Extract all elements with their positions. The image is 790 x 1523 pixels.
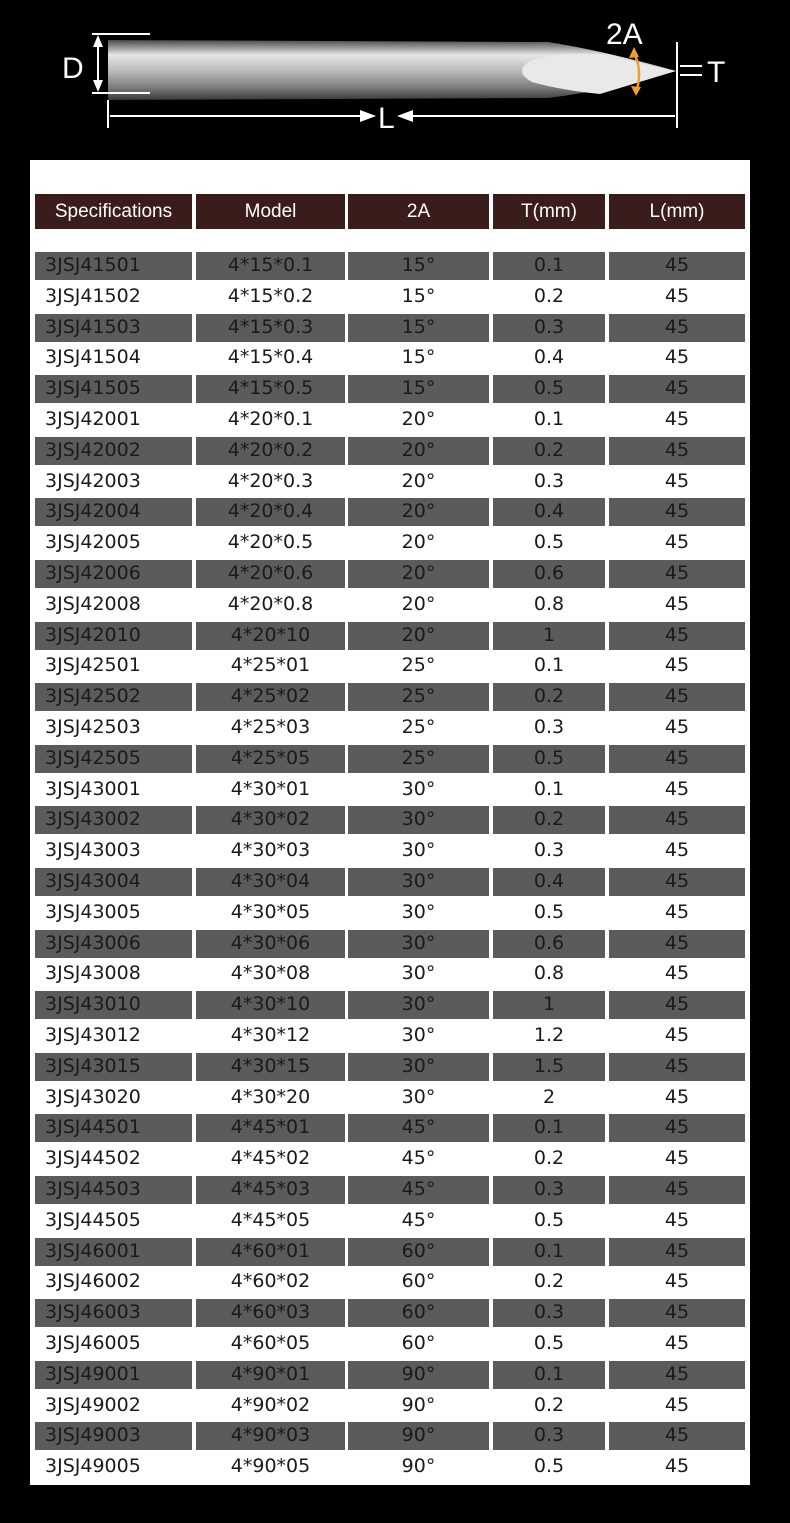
cell-t: 0.2 (533, 1270, 565, 1292)
cell-specifications: 3JSJ42008 (45, 593, 141, 615)
cell-angle: 20° (348, 498, 489, 526)
cell-t: 0.3 (493, 314, 605, 342)
cell-specifications: 3JSJ41504 (45, 346, 141, 368)
cell-model: 4*30*12 (230, 1024, 311, 1046)
cell-model: 4*20*10 (196, 622, 345, 650)
l-arrow-right-icon (360, 110, 376, 122)
cell-angle: 60° (401, 1332, 436, 1354)
cell-t: 0.1 (493, 1361, 605, 1389)
header-model: Model (196, 194, 345, 229)
cell-angle: 20° (401, 593, 436, 615)
cell-model: 4*60*01 (196, 1238, 345, 1266)
cell-t: 0.5 (533, 1332, 565, 1354)
cell-l: 45 (664, 716, 690, 738)
cell-angle: 90° (401, 1394, 436, 1416)
cell-angle: 25° (401, 716, 436, 738)
cell-t: 0.2 (493, 437, 605, 465)
cell-l: 45 (664, 346, 690, 368)
cell-angle: 30° (401, 839, 436, 861)
cell-specifications: 3JSJ41501 (35, 252, 192, 280)
cell-t: 0.6 (493, 930, 605, 958)
cell-model: 4*90*01 (196, 1361, 345, 1389)
cell-l: 45 (609, 1422, 745, 1450)
cell-model: 4*25*03 (230, 716, 311, 738)
cell-t: 0.3 (493, 1176, 605, 1204)
cell-specifications: 3JSJ42001 (45, 408, 141, 430)
cell-angle: 30° (401, 1024, 436, 1046)
cell-l: 45 (609, 1299, 745, 1327)
cell-angle: 25° (348, 683, 489, 711)
cell-angle: 20° (348, 437, 489, 465)
cell-l: 45 (664, 1455, 690, 1477)
cell-l: 45 (664, 778, 690, 800)
cell-specifications: 3JSJ43004 (35, 868, 192, 896)
cell-specifications: 3JSJ43015 (35, 1053, 192, 1081)
cell-l: 45 (609, 622, 745, 650)
cell-specifications: 3JSJ46002 (45, 1270, 141, 1292)
cell-model: 4*20*0.8 (227, 593, 314, 615)
cell-angle: 15° (348, 252, 489, 280)
cell-angle: 25° (348, 745, 489, 773)
cell-angle: 30° (401, 962, 436, 984)
cell-model: 4*45*03 (196, 1176, 345, 1204)
cell-l: 45 (664, 1024, 690, 1046)
cell-t: 0.4 (533, 346, 565, 368)
cell-l: 45 (609, 683, 745, 711)
d-arrow-up-icon (93, 35, 103, 47)
header-angle: 2A (348, 194, 489, 229)
cell-t: 0.2 (493, 806, 605, 834)
cell-model: 4*30*04 (196, 868, 345, 896)
cell-specifications: 3JSJ43003 (45, 839, 141, 861)
cell-specifications: 3JSJ42004 (35, 498, 192, 526)
cell-t: 0.6 (493, 560, 605, 588)
d-arrow-down-icon (93, 80, 103, 92)
cell-l: 45 (609, 1176, 745, 1204)
cell-specifications: 3JSJ46001 (35, 1238, 192, 1266)
cell-model: 4*30*10 (196, 991, 345, 1019)
cell-model: 4*45*02 (230, 1147, 311, 1169)
cell-l: 45 (609, 1053, 745, 1081)
cell-specifications: 3JSJ43001 (45, 778, 141, 800)
cell-model: 4*25*01 (230, 654, 311, 676)
cell-angle: 90° (348, 1422, 489, 1450)
label-l: L (378, 102, 395, 135)
cell-l: 45 (664, 1147, 690, 1169)
cell-angle: 20° (348, 560, 489, 588)
cell-t: 0.5 (533, 531, 565, 553)
cell-l: 45 (609, 930, 745, 958)
cell-l: 45 (609, 1361, 745, 1389)
label-d: D (62, 52, 84, 85)
cell-angle: 30° (348, 930, 489, 958)
cell-t: 0.3 (533, 716, 565, 738)
cell-l: 45 (609, 991, 745, 1019)
cell-angle: 45° (401, 1209, 436, 1231)
cell-angle: 90° (348, 1361, 489, 1389)
cell-t: 0.1 (493, 1114, 605, 1142)
cell-model: 4*30*15 (196, 1053, 345, 1081)
cell-model: 4*30*08 (230, 962, 311, 984)
cell-specifications: 3JSJ43020 (45, 1086, 141, 1108)
cell-t: 1.2 (533, 1024, 565, 1046)
header-specifications: Specifications (35, 194, 192, 229)
cell-t: 0.3 (533, 839, 565, 861)
cell-specifications: 3JSJ43012 (45, 1024, 141, 1046)
cell-t: 2 (542, 1086, 556, 1108)
cell-angle: 15° (348, 375, 489, 403)
cell-l: 45 (664, 1086, 690, 1108)
label-angle: 2A (606, 18, 643, 51)
angle-arrow-down-icon (631, 86, 641, 96)
cell-specifications: 3JSJ46005 (45, 1332, 141, 1354)
cell-specifications: 3JSJ43010 (35, 991, 192, 1019)
cell-model: 4*25*05 (196, 745, 345, 773)
cell-specifications: 3JSJ42006 (35, 560, 192, 588)
cell-angle: 30° (348, 868, 489, 896)
cell-model: 4*20*0.4 (196, 498, 345, 526)
cell-specifications: 3JSJ43002 (35, 806, 192, 834)
cell-t: 1 (493, 622, 605, 650)
cell-model: 4*45*01 (196, 1114, 345, 1142)
cell-model: 4*20*0.2 (196, 437, 345, 465)
cell-model: 4*30*02 (196, 806, 345, 834)
cell-angle: 30° (348, 991, 489, 1019)
cell-specifications: 3JSJ44505 (45, 1209, 141, 1231)
cell-model: 4*15*0.4 (227, 346, 314, 368)
cell-t: 0.1 (533, 408, 565, 430)
cell-model: 4*20*0.3 (227, 470, 314, 492)
header-t: T(mm) (493, 194, 605, 229)
cell-l: 45 (609, 437, 745, 465)
cell-angle: 30° (401, 778, 436, 800)
cell-t: 0.3 (533, 470, 565, 492)
cell-t: 0.8 (533, 593, 565, 615)
cell-specifications: 3JSJ44501 (35, 1114, 192, 1142)
cell-t: 0.5 (493, 745, 605, 773)
cell-specifications: 3JSJ42003 (45, 470, 141, 492)
cell-model: 4*20*0.6 (196, 560, 345, 588)
cell-angle: 90° (401, 1455, 436, 1477)
cell-l: 45 (609, 560, 745, 588)
cell-specifications: 3JSJ49002 (45, 1394, 141, 1416)
cell-angle: 60° (401, 1270, 436, 1292)
cell-t: 0.1 (533, 654, 565, 676)
cell-angle: 60° (348, 1299, 489, 1327)
cell-l: 45 (609, 745, 745, 773)
cell-model: 4*30*05 (230, 901, 311, 923)
cell-specifications: 3JSJ42002 (35, 437, 192, 465)
spec-table-panel (30, 160, 750, 1485)
cell-model: 4*90*05 (230, 1455, 311, 1477)
cell-specifications: 3JSJ42503 (45, 716, 141, 738)
cell-specifications: 3JSJ46003 (35, 1299, 192, 1327)
cell-model: 4*30*20 (230, 1086, 311, 1108)
cell-angle: 60° (348, 1238, 489, 1266)
cell-angle: 15° (401, 346, 436, 368)
cell-t: 0.2 (493, 683, 605, 711)
cell-angle: 20° (401, 531, 436, 553)
cell-l: 45 (664, 962, 690, 984)
cell-angle: 20° (401, 470, 436, 492)
label-t: T (707, 56, 726, 89)
cell-model: 4*15*0.2 (227, 285, 314, 307)
cell-l: 45 (609, 252, 745, 280)
cell-model: 4*20*0.1 (227, 408, 314, 430)
cell-angle: 45° (401, 1147, 436, 1169)
cell-model: 4*60*02 (230, 1270, 311, 1292)
cell-l: 45 (609, 1114, 745, 1142)
cell-model: 4*15*0.5 (196, 375, 345, 403)
cell-specifications: 3JSJ42010 (35, 622, 192, 650)
cell-t: 0.1 (493, 1238, 605, 1266)
cell-specifications: 3JSJ43005 (45, 901, 141, 923)
cell-angle: 20° (401, 408, 436, 430)
cell-model: 4*60*05 (230, 1332, 311, 1354)
cell-l: 45 (664, 839, 690, 861)
cell-l: 45 (609, 1238, 745, 1266)
cell-model: 4*30*06 (196, 930, 345, 958)
cell-model: 4*90*03 (196, 1422, 345, 1450)
cell-model: 4*25*02 (196, 683, 345, 711)
cell-l: 45 (664, 654, 690, 676)
cell-specifications: 3JSJ42505 (35, 745, 192, 773)
cell-t: 0.2 (533, 1394, 565, 1416)
cell-t: 0.1 (493, 252, 605, 280)
cell-specifications: 3JSJ43006 (35, 930, 192, 958)
cell-t: 0.5 (533, 1455, 565, 1477)
cell-t: 0.5 (533, 901, 565, 923)
cell-model: 4*60*03 (196, 1299, 345, 1327)
cell-angle: 25° (401, 654, 436, 676)
cell-t: 1.5 (493, 1053, 605, 1081)
cell-specifications: 3JSJ44503 (35, 1176, 192, 1204)
cell-t: 0.2 (533, 1147, 565, 1169)
cell-specifications: 3JSJ49003 (35, 1422, 192, 1450)
cell-specifications: 3JSJ41505 (35, 375, 192, 403)
cell-specifications: 3JSJ42005 (45, 531, 141, 553)
cell-l: 45 (609, 498, 745, 526)
cell-specifications: 3JSJ44502 (45, 1147, 141, 1169)
cell-l: 45 (664, 593, 690, 615)
cell-model: 4*20*0.5 (227, 531, 314, 553)
cell-angle: 45° (348, 1114, 489, 1142)
cell-specifications: 3JSJ49001 (35, 1361, 192, 1389)
cell-specifications: 3JSJ41503 (35, 314, 192, 342)
header-l: L(mm) (609, 194, 745, 229)
cell-l: 45 (664, 1270, 690, 1292)
cell-l: 45 (664, 901, 690, 923)
cell-t: 0.1 (533, 778, 565, 800)
cell-angle: 30° (401, 1086, 436, 1108)
cell-specifications: 3JSJ41502 (45, 285, 141, 307)
cell-l: 45 (609, 868, 745, 896)
cell-t: 1 (493, 991, 605, 1019)
cell-model: 4*30*01 (230, 778, 311, 800)
cell-t: 0.5 (533, 1209, 565, 1231)
cell-specifications: 3JSJ42501 (45, 654, 141, 676)
cell-l: 45 (664, 408, 690, 430)
cell-angle: 20° (348, 622, 489, 650)
cell-angle: 30° (401, 901, 436, 923)
cell-angle: 15° (401, 285, 436, 307)
cell-l: 45 (664, 285, 690, 307)
cell-t: 0.5 (493, 375, 605, 403)
cell-t: 0.3 (493, 1422, 605, 1450)
cell-specifications: 3JSJ42502 (35, 683, 192, 711)
cell-t: 0.4 (493, 498, 605, 526)
cell-t: 0.2 (533, 285, 565, 307)
cell-model: 4*90*02 (230, 1394, 311, 1416)
cell-l: 45 (609, 314, 745, 342)
cell-l: 45 (609, 375, 745, 403)
l-arrow-left-icon (397, 110, 413, 122)
cell-l: 45 (664, 531, 690, 553)
cell-specifications: 3JSJ43008 (45, 962, 141, 984)
cell-l: 45 (664, 470, 690, 492)
cell-angle: 45° (348, 1176, 489, 1204)
tool-dimension-diagram (0, 0, 790, 150)
cell-l: 45 (664, 1332, 690, 1354)
cell-t: 0.8 (533, 962, 565, 984)
cell-angle: 15° (348, 314, 489, 342)
cell-t: 0.3 (493, 1299, 605, 1327)
cell-specifications: 3JSJ49005 (45, 1455, 141, 1477)
cell-model: 4*45*05 (230, 1209, 311, 1231)
cell-l: 45 (664, 1394, 690, 1416)
cell-angle: 30° (348, 806, 489, 834)
cell-model: 4*30*03 (230, 839, 311, 861)
cell-t: 0.4 (493, 868, 605, 896)
cell-angle: 30° (348, 1053, 489, 1081)
cell-model: 4*15*0.1 (196, 252, 345, 280)
cell-l: 45 (664, 1209, 690, 1231)
cell-l: 45 (609, 806, 745, 834)
cell-model: 4*15*0.3 (196, 314, 345, 342)
